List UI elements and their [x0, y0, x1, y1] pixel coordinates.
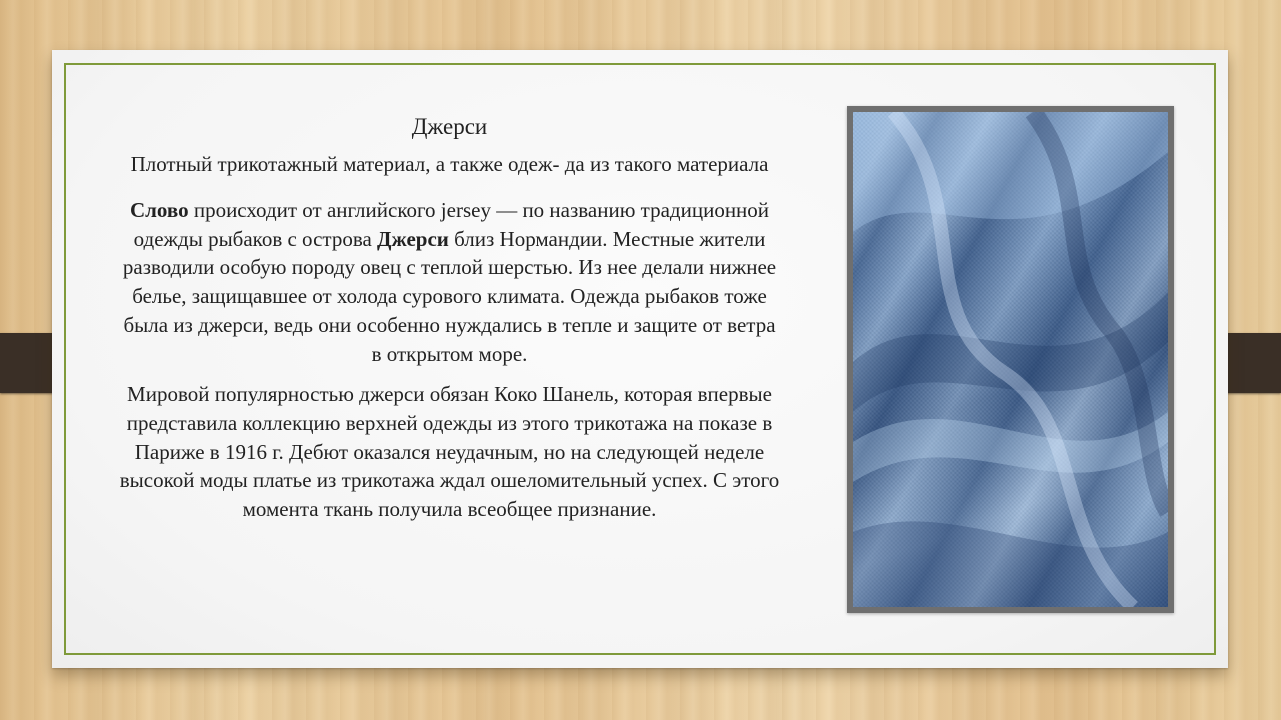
bold-word-jersey-island: Джерси: [377, 226, 449, 251]
fabric-photo: [853, 112, 1168, 607]
fabric-folds-drawing: [853, 112, 1168, 607]
paragraph-origin-text-a: происходит от английского jersey — по названию традиционной одежды рыбаков с острова: [133, 198, 770, 251]
paragraph-origin: [116, 196, 783, 368]
bold-word-slovo: Слово: [129, 198, 189, 222]
slide-subtitle: Плотный трикотажный материал, а также одеж- да из такого материала: [130, 152, 769, 176]
slide-text-column: [116, 112, 783, 536]
paragraph-chanel: Мировой популярностью джерси обязан Коко Шанель, которая впервые представила коллекцию верхней одежды из этого трикотажа на показе в Париже в 1916 г. Дебют оказался неудачным, но на следующей неделе высокой моды платье из трикотажа ждал ошеломительный успех. С этого момента ткань получила всеобщее признание.: [119, 382, 780, 522]
slide-heading: Джерси: [411, 114, 488, 139]
fabric-photo-frame: [847, 106, 1174, 613]
paragraph-origin-text-b: близ Нормандии. Местные жители разводили особую породу овец с теплой шерстью. Из нее делали нижнее белье, защищавшее от холода сурового климата. Одежда рыбаков тоже была из джерси, ведь они особенно нуждались в тепле и защите от ветра в открытом море.: [122, 226, 777, 366]
slide-card: [52, 50, 1228, 668]
